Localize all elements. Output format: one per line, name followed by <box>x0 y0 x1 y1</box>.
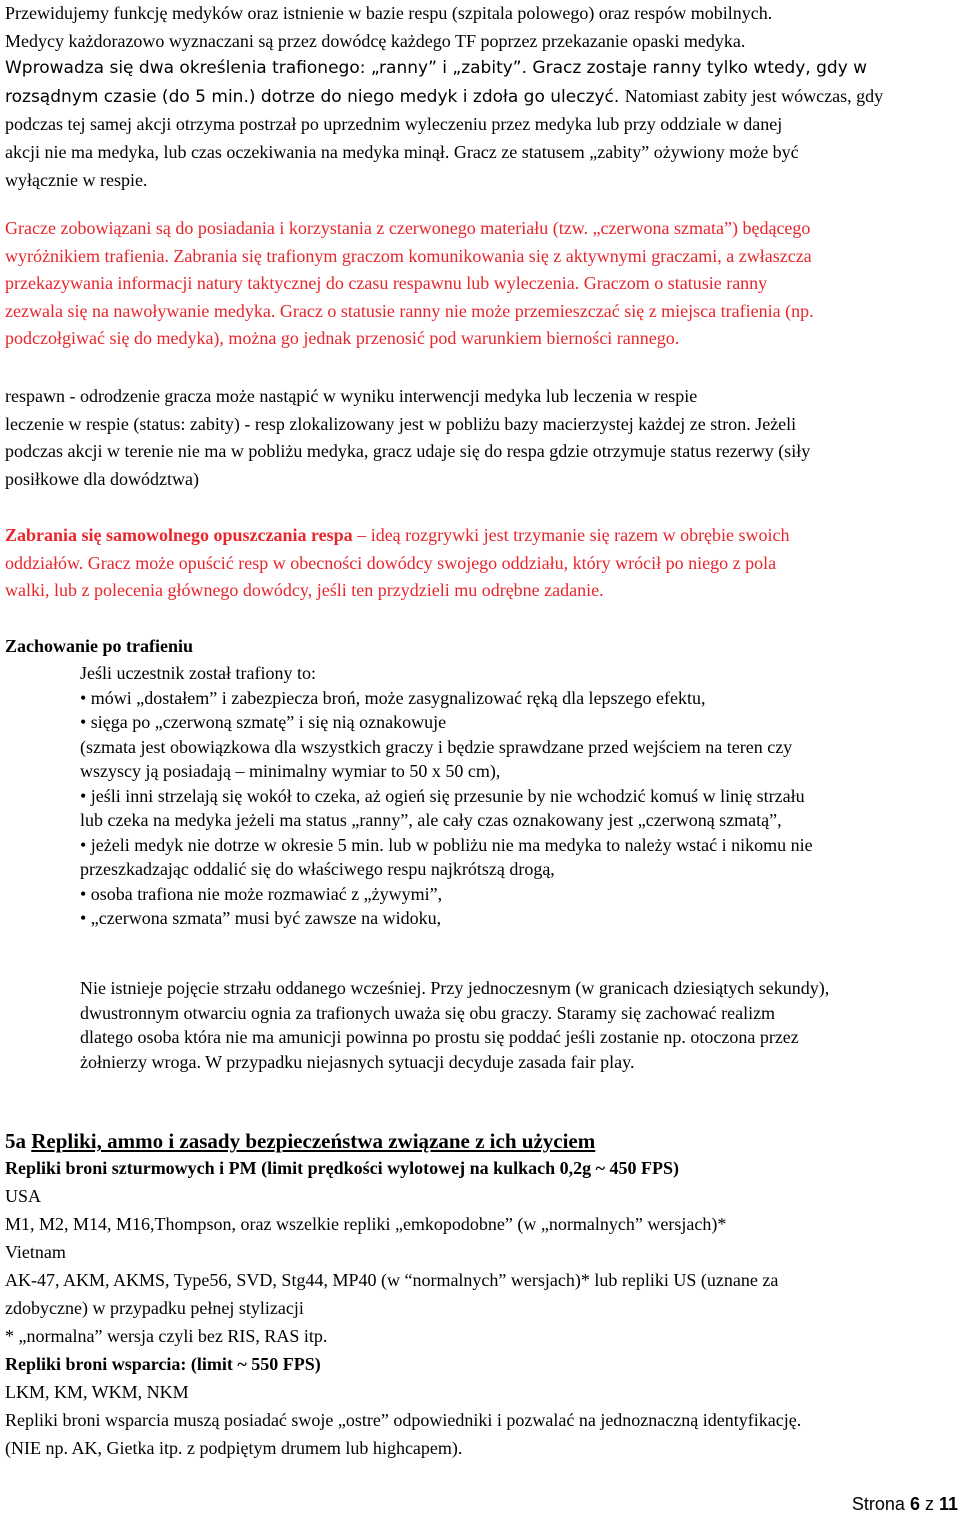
rule-line: Vietnam <box>5 1242 66 1262</box>
list-item: • jeżeli medyk nie dotrze w okresie 5 min. lub w pobliżu nie ma medyka to należy wstać i nikomu nie <box>80 834 813 855</box>
page-number-current: 6 <box>909 1494 920 1514</box>
list-item: • jeśli inni strzelają się wokół to czeka, aż ogień się przesunie by nie wchodzić komuś w linię strzału <box>80 785 805 806</box>
section-title: Zachowanie po trafieniu <box>5 636 194 656</box>
list-item: • mówi „dostałem” i zabezpiecza broń, może zasygnalizować ręką dla lepszego efektu, <box>80 687 706 708</box>
text-line: walki, lub z polecenia głównego dowódcy, jeśli ten przydzieli mu odrębne zadanie. <box>5 580 604 601</box>
rule-line: M1, M2, M14, M16,Thompson, oraz wszelkie repliki „emkopodobne” (w „normalnych” wersjach)* <box>5 1214 727 1234</box>
text-line: rozsądnym czasie (do 5 min.) dotrze do niego medyk i zdoła go uleczyć. <box>5 86 625 107</box>
rule-line: (NIE np. AK, Gietka itp. z podpiętym drumem lub highcapem). <box>5 1438 463 1458</box>
page-number-prefix: Strona <box>851 1494 910 1514</box>
page-number-sep: z <box>919 1494 939 1514</box>
text-line: Wprowadza się dwa określenia trafionego: „ranny” i „zabity”. Gracz zostaje ranny tylko wtedy, gdy w <box>5 58 868 79</box>
paragraph-leave-respawn <box>5 522 955 605</box>
rule-line: zdobyczne) w przypadku pełnej stylizacji <box>5 1298 304 1318</box>
list-item: (szmata jest obowiązkowa dla wszystkich graczy i będzie sprawdzane przed wejściem na teren czy <box>80 736 793 757</box>
text-line: dlatego osoba która nie ma amunicji powinna po prostu się poddać jeśli zostanie np. otoczona przez <box>80 1027 799 1047</box>
rule-line: Repliki broni wsparcia muszą posiadać swoje „ostre” odpowiedniki i pozwalać na jednoznaczną identyfikację. <box>5 1410 802 1430</box>
rule-line: Repliki broni wsparcia: (limit ~ 550 FPS) <box>5 1354 321 1374</box>
text-line: Nie istnieje pojęcie strzału oddanego wcześniej. Przy jednoczesnym (w granicach dziesiątych sekundy), <box>80 978 830 998</box>
replica-rules <box>5 1154 955 1462</box>
section-heading-5a <box>5 1128 955 1156</box>
text-line: wyłącznie w respie. <box>5 169 148 190</box>
text-line: podczołgiwać się do medyka), można go jednak przenosić pod warunkiem bierności rannego. <box>5 328 680 349</box>
text-line: zezwala się na nawoływanie medyka. Gracz o statusie ranny nie może przemieszczać się z miejsca trafienia (np. <box>5 300 814 321</box>
text-line: podczas akcji w terenie nie ma w pobliżu medyka, gracz udaje się do respa gdzie otrzymuje status rezerwy (siły <box>5 441 811 462</box>
list-item: przeszkadzając oddalić się do właściwego respu najkrótszą drogą, <box>80 859 555 879</box>
text-line: leczenie w respie (status: zabity) - resp zlokalizowany jest w pobliżu bazy macierzystej każdej ze stron. Jeżeli <box>5 413 797 434</box>
page-number-total: 11 <box>938 1494 958 1514</box>
text-line: akcji nie ma medyka, lub czas oczekiwania na medyka minął. Gracz ze statusem „zabity” ożywiony może być <box>5 141 799 162</box>
text-line: wyróżnikiem trafienia. Zabrania się trafionym graczom komunikowania się z aktywnymi graczami, a zwłaszcza <box>5 245 812 266</box>
paragraph-respawn <box>5 383 955 493</box>
text-line: Gracze zobowiązani są do posiadania i korzystania z czerwonego materiału (tzw. „czerwona szmata”) będącego <box>5 218 811 238</box>
list-item: Jeśli uczestnik został trafiony to: <box>80 663 316 683</box>
rule-line: Repliki broni szturmowych i PM (limit prędkości wylotowej na kulkach 0,2g ~ 450 FPS) <box>5 1158 680 1178</box>
text-line: Natomiast zabity jest wówczas, gdy <box>624 85 884 106</box>
list-item: lub czeka na medyka jeżeli ma status „ranny”, ale cały czas oznakowany jest „czerwoną szmatą”, <box>80 810 782 830</box>
list-item: • osoba trafiona nie może rozmawiać z „żywymi”, <box>80 883 443 904</box>
rule-line: USA <box>5 1186 42 1206</box>
bold-rule-text: Zabrania się samowolnego opuszczania respa <box>5 525 353 545</box>
text-line: podczas tej samej akcji otrzyma postrzał po uprzednim wyleczeniu przez medyka lub przy oddziale w danej <box>5 114 783 135</box>
list-item: • „czerwona szmata” musi być zawsze na widoku, <box>80 908 442 928</box>
text-line: żołnierzy wroga. W przypadku niejasnych sytuacji decyduje zasada fair play. <box>80 1051 635 1072</box>
paragraph-medics <box>5 0 955 194</box>
section-title: Repliki, ammo i zasady bezpieczeństwa związane z ich użyciem <box>31 1129 596 1153</box>
section-heading-zachowanie <box>5 633 955 661</box>
text-line: respawn - odrodzenie gracza może nastąpić w wyniku interwencji medyka lub leczenia w respie <box>5 386 698 406</box>
rule-line: * „normalna” wersja czyli bez RIS, RAS itp. <box>5 1326 328 1346</box>
rule-line: AK-47, AKM, AKMS, Type56, SVD, Stg44, MP40 (w “normalnych” wersjach)* lub repliki US (uznane za <box>5 1270 779 1290</box>
paragraph-fair-play <box>80 976 960 1074</box>
text-line: Przewidujemy funkcję medyków oraz istnienie w bazie respu (szpitala polowego) oraz respów mobilnych. <box>5 3 773 23</box>
text-line: – ideą rozgrywki jest trzymanie się razem w obrębie swoich <box>352 525 790 545</box>
text-line: dwustronnym otwarciu ognia za trafionych uważa się obu graczy. Staramy się zachować realizm <box>80 1002 776 1023</box>
section-number: 5a <box>5 1129 32 1153</box>
rule-line: LKM, KM, WKM, NKM <box>5 1382 189 1402</box>
list-item: wszyscy ją posiadają – minimalny wymiar to 50 x 50 cm), <box>80 761 501 781</box>
text-line: oddziałów. Gracz może opuścić resp w obecności dowódcy swojego oddziału, który wrócił po niego z pola <box>5 552 777 573</box>
text-line: posiłkowe dla dowództwa) <box>5 468 199 489</box>
text-line: Medycy każdorazowo wyznaczani są przez dowódcę każdego TF poprzez przekazanie opaski medyka. <box>5 30 746 51</box>
page-number <box>852 1494 958 1518</box>
list-after-hit <box>80 661 960 931</box>
paragraph-red-cloth <box>5 215 955 353</box>
text-line: przekazywania informacji natury taktycznej do czasu respawnu lub wyleczenia. Graczom o statusie ranny <box>5 273 768 294</box>
list-item: • sięga po „czerwoną szmatę” i się nią oznakowuje <box>80 712 447 732</box>
